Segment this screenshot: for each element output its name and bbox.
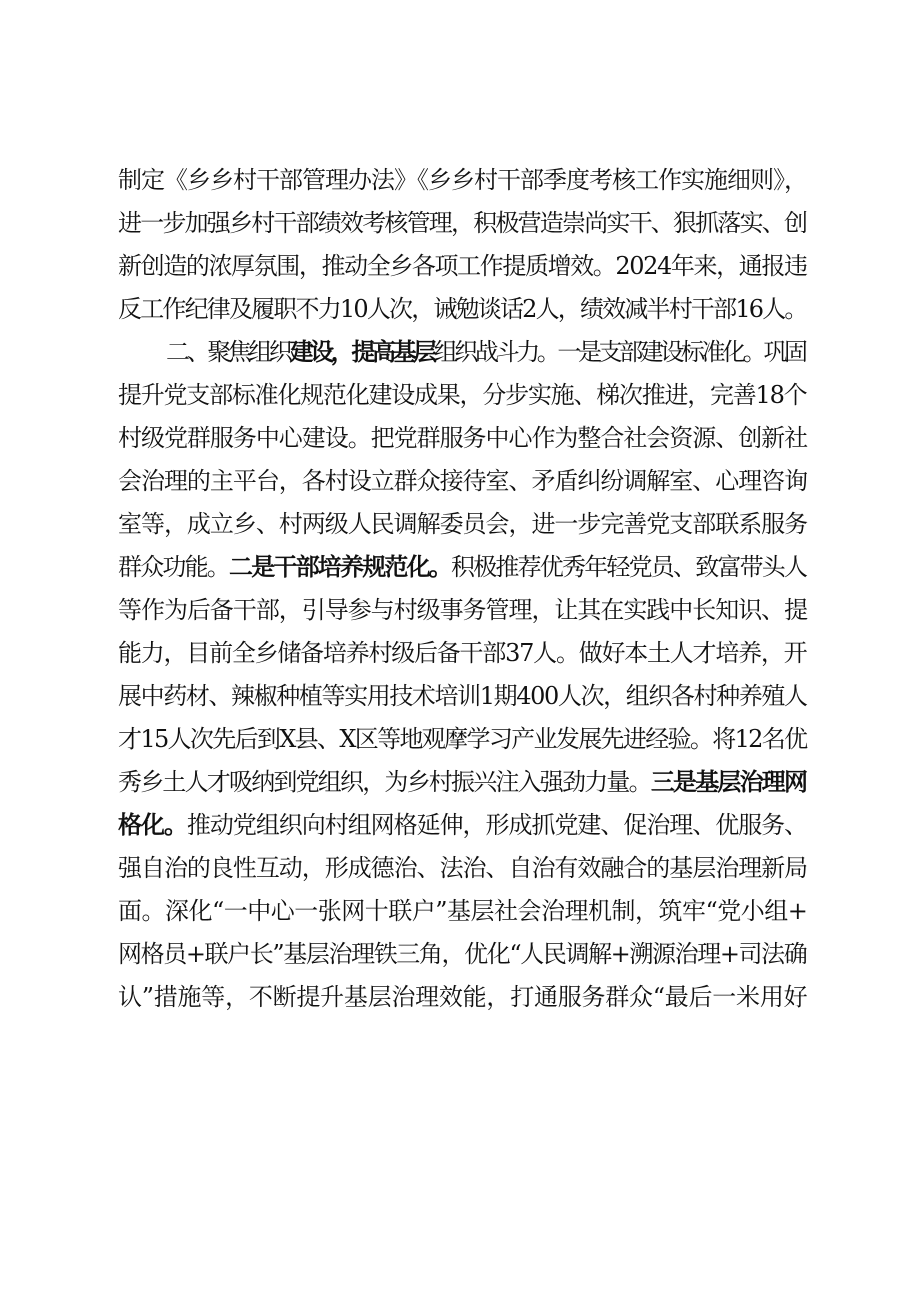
text-run: 能力，目前全乡储备培养村级后备干部37人。做好本土人才培养，开 [118,639,807,667]
text-run: 组织战斗力。一是支部建设标准化。巩固 [433,338,805,366]
text-run: 等作为后备干部，引导参与村级事务管理，让其在实践中长知识、提 [118,596,808,624]
text-run: 制定《乡乡村干部管理办法》《乡乡村干部季度考核工作实施细则》， [118,166,807,194]
text-run: 认”措施等，不断提升基层治理效能，打通服务群众“最后一米用好 [118,983,808,1011]
text-line-19 [118,934,808,974]
text-line-4 [118,289,808,329]
text-run: 新创造的浓厚氛围，推动全乡各项工作提质增效。2024年来，通报违 [118,252,807,280]
text-run: 展中药材、辣椒种植等实用技术培训1期400人次，组织各村种养殖人 [118,682,807,710]
text-run: 面。深化“一中心一张网十联户”基层社会治理机制，筑牢“党小组+ [118,897,808,925]
text-run: 村级党群服务中心建设。把党群服务中心作为整合社会资源、创新社 [118,424,808,452]
text-run: 二、聚焦组织 [166,338,290,366]
text-line-10 [118,547,808,587]
text-line-15 [118,762,808,802]
text-line-12 [118,633,808,673]
text-run: 强自治的良性互动，形成德治、法治、自治有效融合的基层治理新局 [118,854,808,882]
text-run: 积极推荐优秀年轻党员、致富带头人 [451,553,807,581]
text-run: 秀乡土人才吸纳到党组织，为乡村振兴注入强劲力量。 [118,768,651,796]
text-run: 室等，成立乡、村两级人民调解委员会，进一步完善党支部联系服务 [118,510,808,538]
text-line-14 [118,719,808,759]
text-line-5 [166,332,808,372]
text-run: 进一步加强乡村干部绩效考核管理，积极营造崇尚实干、狠抓落实、创 [118,209,807,237]
text-run: 推动党组织向村组网格延伸，形成抓党建、促治理、优服务、 [186,811,808,839]
text-line-16 [118,805,808,845]
text-line-18 [118,891,808,931]
text-line-9 [118,504,808,544]
bold-text-run: 二是干部培养规范化。 [229,553,451,581]
text-line-11 [118,590,808,630]
text-line-6 [118,375,808,415]
bold-text-run: 三是基层治理网 [650,768,807,796]
bold-text-run: 建设，提高基层 [289,338,434,366]
text-line-13 [118,676,808,716]
text-run: 反工作纪律及履职不力10人次，诫勉谈话2人，绩效减半村干部16人。 [118,295,807,323]
text-line-1 [118,160,808,200]
text-run: 网格员+联户长”基层治理铁三角，优化“人民调解+溯源治理+司法确 [118,940,807,968]
text-line-2 [118,203,808,243]
text-line-7 [118,418,808,458]
text-run: 群众功能。 [118,553,229,581]
text-run: 才15人次先后到X县、X区等地观摩学习产业发展先进经验。将12名优 [118,725,807,753]
text-line-3 [118,246,808,286]
text-line-20 [118,977,808,1017]
text-run: 会治理的主平台，各村设立群众接待室、矛盾纠纷调解室、心理咨询 [118,467,808,495]
bold-text-run: 格化。 [118,811,187,839]
text-line-8 [118,461,808,501]
text-run: 提升党支部标准化规范化建设成果，分步实施、梯次推进，完善18个 [118,381,807,409]
text-line-17 [118,848,808,888]
